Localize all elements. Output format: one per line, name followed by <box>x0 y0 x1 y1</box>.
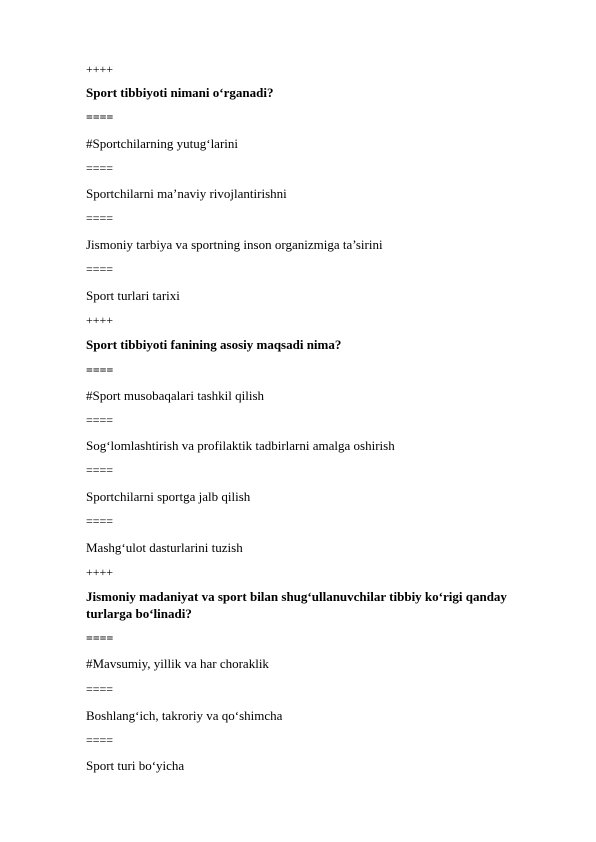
answer-1-4: Sport turlari tarixi <box>86 288 180 303</box>
answer-2-3: Sportchilarni sportga jalb qilish <box>86 489 251 504</box>
answer-3-2: Boshlang‘ich, takroriy va qo‘shimcha <box>86 708 283 723</box>
answer-3-3: Sport turi bo‘yicha <box>86 758 185 773</box>
question-3: Jismoniy madaniyat va sport bilan shug‘ullanuvchilar tibbiy ko‘rigi qanday turlarga bo‘linadi? <box>86 589 507 621</box>
answer-1-2: Sportchilarni ma’naviy rivojlantirishni <box>86 186 287 201</box>
answer-2-1: #Sport musobaqalari tashkil qilish <box>86 388 265 403</box>
answer-1-1: #Sportchilarning yutug‘larini <box>86 136 239 151</box>
question-1: Sport tibbiyoti nimani o‘rganadi? <box>86 85 274 100</box>
equals-separator: ==== <box>86 161 114 175</box>
answer-1-3: Jismoniy tarbiya va sportning inson organizmiga ta’sirini <box>86 237 383 252</box>
equals-separator: ==== <box>86 413 114 427</box>
equals-separator: ==== <box>86 211 114 225</box>
equals-separator: ==== <box>86 682 114 696</box>
answer-3-1: #Mavsumiy, yillik va har choraklik <box>86 656 269 671</box>
equals-separator: ==== <box>86 733 114 747</box>
answer-2-2: Sog‘lomlashtirish va profilaktik tadbirlarni amalga oshirish <box>86 438 395 453</box>
plus-separator: ++++ <box>86 565 114 579</box>
equals-separator: ==== <box>86 463 114 477</box>
question-2: Sport tibbiyoti fanining asosiy maqsadi nima? <box>86 337 342 352</box>
equals-separator: ==== <box>86 110 114 124</box>
equals-separator: ==== <box>86 514 114 528</box>
equals-separator: ==== <box>86 363 114 377</box>
plus-separator: ++++ <box>86 313 114 327</box>
answer-2-4: Mashg‘ulot dasturlarini tuzish <box>86 540 243 555</box>
plus-separator: ++++ <box>86 62 114 76</box>
equals-separator: ==== <box>86 631 114 645</box>
equals-separator: ==== <box>86 262 114 276</box>
